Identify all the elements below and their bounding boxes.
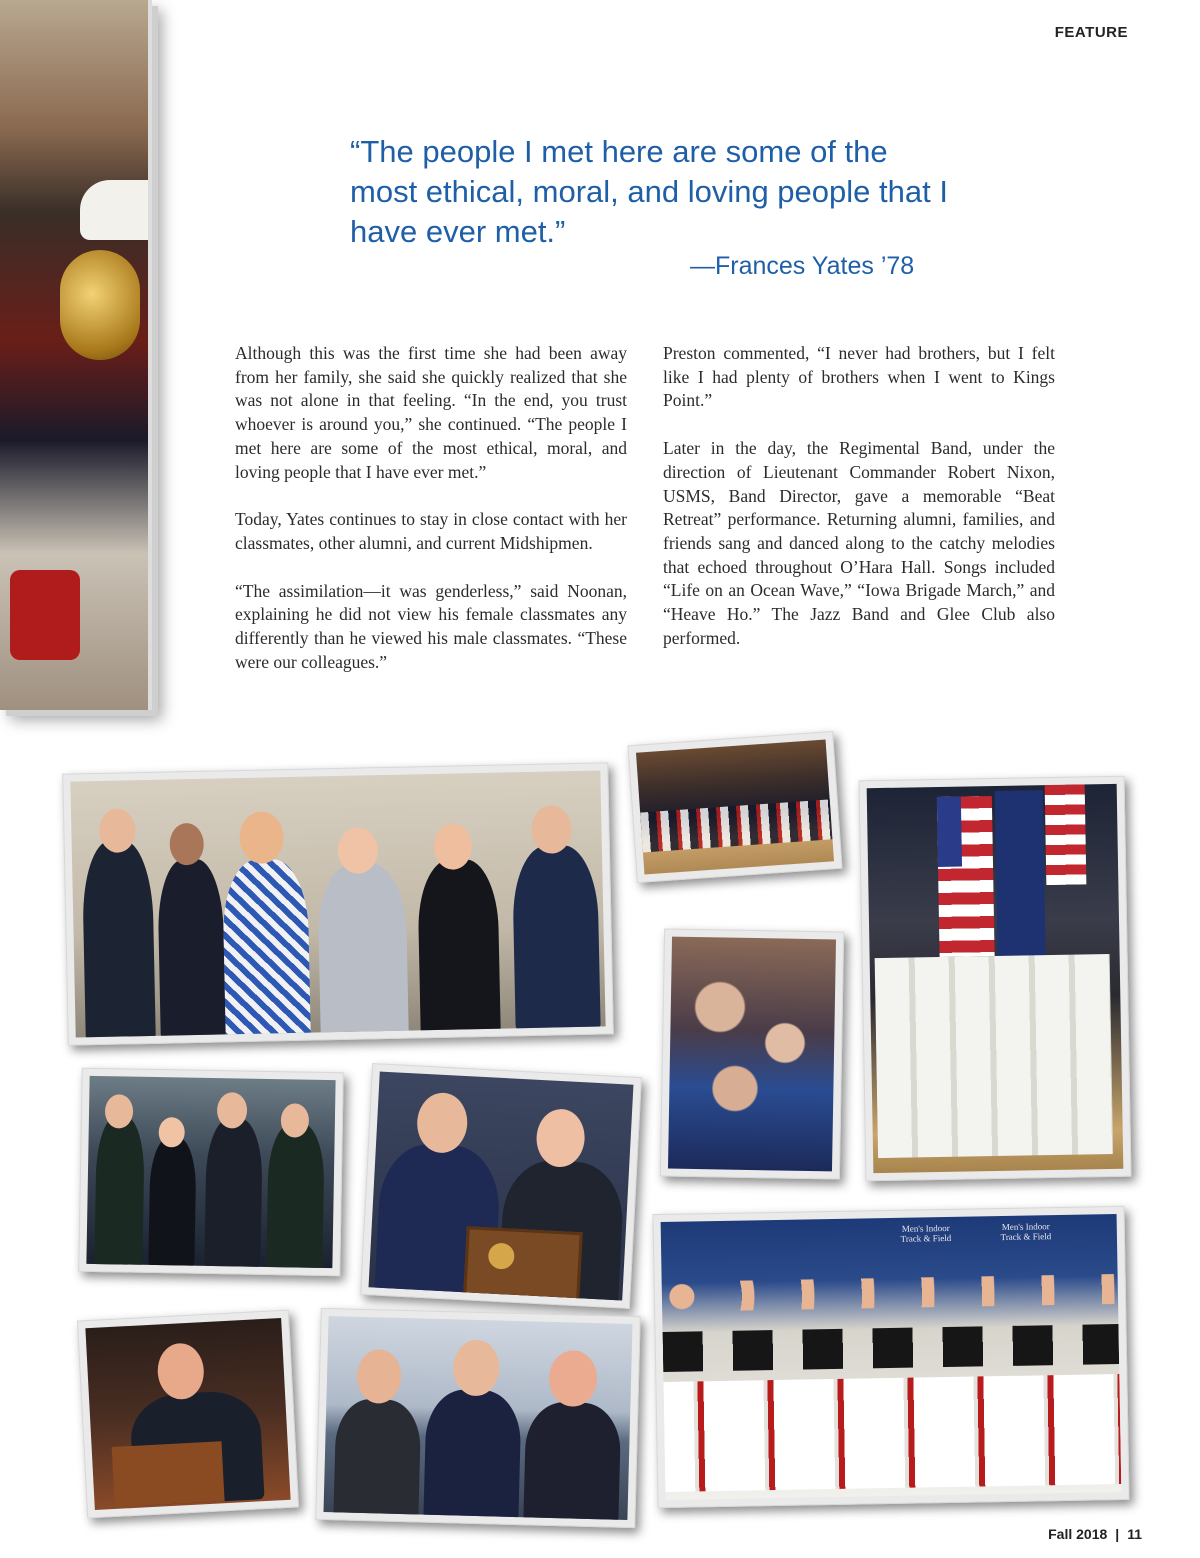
uniform-cap <box>80 180 148 240</box>
trombone-bell <box>60 250 140 360</box>
color-guard-photo <box>859 776 1132 1182</box>
banner: Men's Indoor Track & Field <box>1000 1221 1052 1243</box>
paragraph: “The assimilation—it was genderless,” said Noonan, explaining he did not view his female classmates any differently than he viewed his male classmates. “These were our colleagues.” <box>235 580 627 672</box>
pull-quote-attribution: —Frances Yates ’78 <box>690 252 915 280</box>
section-label: FEATURE <box>1054 24 1128 41</box>
page-footer <box>1048 1526 1142 1542</box>
speaker-podium-photo <box>77 1310 299 1519</box>
paragraph: Later in the day, the Regimental Band, under the direction of Lieutenant Commander Robert Nixon, USMS, Band Director, gave a memorable “Beat Retreat” performance. Returning alumni, families, and friends sang and danced along to the catchy melodies that echoed throughout O’Hara Hall. Songs included “Life on an Ocean Wave,” “Iowa Brigade March,” and “Heave Ho.” The Jazz Band and Glee Club also performed. <box>663 438 1055 648</box>
page-number: 11 <box>1127 1526 1142 1542</box>
article-column-left <box>235 342 627 698</box>
banner: Men's Indoor Track & Field <box>900 1222 952 1244</box>
medal-presentation-photo <box>360 1063 642 1309</box>
paragraph: Preston commented, “I never had brothers, but I felt like I had plenty of brothers when I went to Kings Point.” <box>663 343 1055 411</box>
issue-label: Fall 2018 <box>1048 1526 1108 1542</box>
pull-quote: “The people I met here are some of the most ethical, moral, and loving people that I have ever met.” <box>350 134 948 249</box>
article-column-right <box>663 342 1055 674</box>
marching-band-photo <box>627 731 842 883</box>
alumni-waterfront-photo <box>315 1308 640 1528</box>
footer-separator: | <box>1115 1526 1120 1542</box>
award-recipients-photo <box>78 1068 344 1277</box>
paragraph: Although this was the first time she had been away from her family, she said she quickly realized that she was not alone in that feeling. “In the end, you trust whoever is around you,” she continued. “The people I met here are some of the most ethical, moral, and loving people that I have ever met.” <box>235 343 627 482</box>
band-performance-photo <box>0 0 152 710</box>
paragraph: Today, Yates continues to stay in close contact with her classmates, other alumni, and current Midshipmen. <box>235 509 627 553</box>
alumni-group-photo <box>62 762 614 1045</box>
red-uniform-detail <box>10 570 80 660</box>
glee-club-photo <box>652 1206 1129 1508</box>
audience-photo <box>660 928 844 1179</box>
